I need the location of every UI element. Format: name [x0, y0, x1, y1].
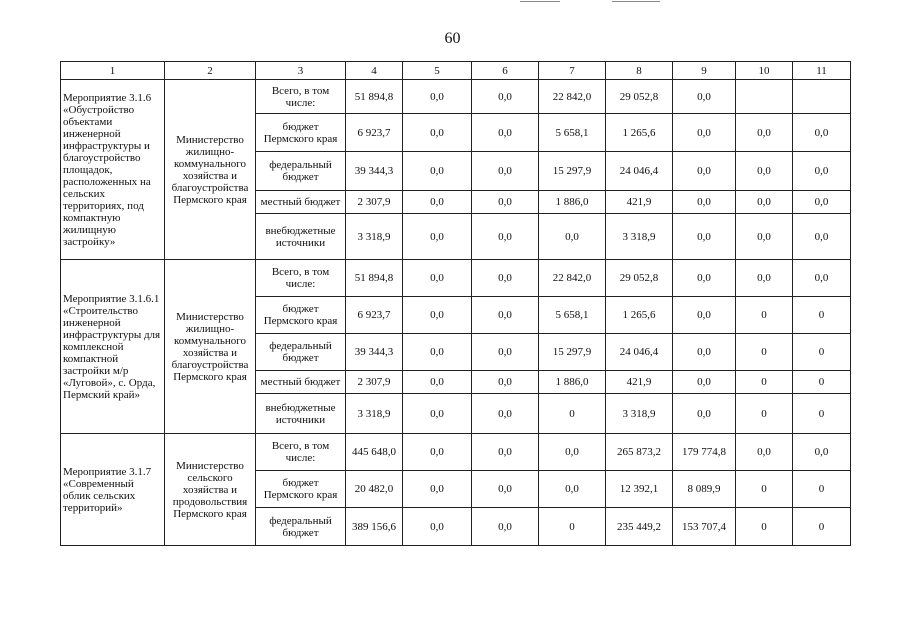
value-cell: 0,0: [472, 434, 539, 471]
value-cell: 0: [736, 371, 793, 394]
value-cell: 0,0: [673, 394, 736, 434]
funding-source: местный бюджет: [256, 371, 346, 394]
budget-table: [60, 61, 851, 546]
value-cell: 445 648,0: [346, 434, 403, 471]
value-cell: 24 046,4: [606, 334, 673, 371]
value-cell: 0,0: [736, 152, 793, 191]
value-cell: 153 707,4: [673, 508, 736, 546]
value-cell: 0,0: [403, 471, 472, 508]
value-cell: 0: [793, 371, 851, 394]
column-header: 4: [346, 62, 403, 80]
value-cell: 0,0: [673, 80, 736, 114]
scan-mark: [520, 1, 560, 2]
value-cell: 0,0: [403, 394, 472, 434]
value-cell: 0: [736, 334, 793, 371]
measure-name: Мероприятие 3.1.6 «Обустройство объектами инженерной инфраструктуры и благоустройство площадок, расположенных на сельских территориях, под компактную жилищную застройку»: [61, 80, 165, 260]
funding-source: федеральный бюджет: [256, 152, 346, 191]
value-cell: 5 658,1: [539, 114, 606, 152]
column-header: 7: [539, 62, 606, 80]
table-row: [61, 260, 851, 297]
table-row: [61, 434, 851, 471]
value-cell: 12 392,1: [606, 471, 673, 508]
column-header: 11: [793, 62, 851, 80]
column-header: 9: [673, 62, 736, 80]
value-cell: 0,0: [472, 334, 539, 371]
measure-name: Мероприятие 3.1.6.1 «Строительство инженерной инфраструктуры для комплексной компактной застройки м/р «Луговой», с. Орда, Пермский край»: [61, 260, 165, 434]
value-cell: 0,0: [793, 152, 851, 191]
value-cell: 24 046,4: [606, 152, 673, 191]
value-cell: 0: [736, 394, 793, 434]
value-cell: 1 886,0: [539, 191, 606, 214]
value-cell: 15 297,9: [539, 152, 606, 191]
header-row: [61, 62, 851, 80]
value-cell: 0,0: [472, 80, 539, 114]
funding-source: бюджет Пермского края: [256, 471, 346, 508]
value-cell: 0,0: [673, 214, 736, 260]
value-cell: 0,0: [539, 471, 606, 508]
value-cell: 51 894,8: [346, 260, 403, 297]
value-cell: 0,0: [736, 191, 793, 214]
value-cell: 0,0: [673, 114, 736, 152]
value-cell: 6 923,7: [346, 297, 403, 334]
value-cell: 0,0: [673, 191, 736, 214]
value-cell: 0,0: [472, 297, 539, 334]
value-cell: 0,0: [403, 114, 472, 152]
value-cell: 0,0: [736, 434, 793, 471]
value-cell: 0,0: [403, 297, 472, 334]
value-cell: 0,0: [472, 471, 539, 508]
value-cell: 0,0: [736, 214, 793, 260]
value-cell: 421,9: [606, 371, 673, 394]
value-cell: 5 658,1: [539, 297, 606, 334]
value-cell: 51 894,8: [346, 80, 403, 114]
value-cell: 0,0: [793, 260, 851, 297]
column-header: 2: [165, 62, 256, 80]
measure-name: Мероприятие 3.1.7 «Современный облик сельских территорий»: [61, 434, 165, 546]
value-cell: 0,0: [472, 260, 539, 297]
value-cell: 39 344,3: [346, 152, 403, 191]
value-cell: 389 156,6: [346, 508, 403, 546]
value-cell: 0: [539, 394, 606, 434]
table-row: [61, 80, 851, 114]
value-cell: 0,0: [673, 371, 736, 394]
value-cell: 3 318,9: [606, 394, 673, 434]
value-cell: 0: [793, 508, 851, 546]
funding-source: бюджет Пермского края: [256, 114, 346, 152]
funding-source: бюджет Пермского края: [256, 297, 346, 334]
value-cell: 235 449,2: [606, 508, 673, 546]
value-cell: 22 842,0: [539, 260, 606, 297]
value-cell: 0,0: [673, 334, 736, 371]
value-cell: [736, 80, 793, 114]
value-cell: 39 344,3: [346, 334, 403, 371]
value-cell: 29 052,8: [606, 80, 673, 114]
value-cell: 20 482,0: [346, 471, 403, 508]
value-cell: 0,0: [472, 371, 539, 394]
value-cell: 0,0: [673, 297, 736, 334]
value-cell: 3 318,9: [606, 214, 673, 260]
value-cell: 2 307,9: [346, 191, 403, 214]
funding-source: Всего, в том числе:: [256, 434, 346, 471]
value-cell: 0,0: [736, 114, 793, 152]
value-cell: 0: [736, 471, 793, 508]
value-cell: 0,0: [403, 434, 472, 471]
executor-name: Министерство жилищно-коммунального хозяйства и благоустройства Пермского края: [165, 260, 256, 434]
value-cell: 0,0: [472, 191, 539, 214]
funding-source: внебюджетные источники: [256, 214, 346, 260]
column-header: 8: [606, 62, 673, 80]
value-cell: 0: [539, 508, 606, 546]
value-cell: 0,0: [403, 508, 472, 546]
value-cell: 0,0: [403, 80, 472, 114]
value-cell: 3 318,9: [346, 214, 403, 260]
value-cell: 0,0: [472, 114, 539, 152]
value-cell: 0: [736, 508, 793, 546]
value-cell: 3 318,9: [346, 394, 403, 434]
value-cell: 179 774,8: [673, 434, 736, 471]
value-cell: 0,0: [539, 214, 606, 260]
value-cell: 0,0: [403, 191, 472, 214]
value-cell: 0,0: [793, 214, 851, 260]
value-cell: 0,0: [793, 191, 851, 214]
value-cell: 0: [793, 394, 851, 434]
value-cell: 0,0: [472, 508, 539, 546]
page-number: 60: [444, 30, 461, 47]
value-cell: 0,0: [403, 260, 472, 297]
value-cell: 0,0: [736, 260, 793, 297]
value-cell: 8 089,9: [673, 471, 736, 508]
value-cell: 0,0: [403, 371, 472, 394]
value-cell: 0: [793, 297, 851, 334]
executor-name: Министерство сельского хозяйства и продовольствия Пермского края: [165, 434, 256, 546]
value-cell: 1 265,6: [606, 297, 673, 334]
value-cell: 0: [736, 297, 793, 334]
funding-source: федеральный бюджет: [256, 334, 346, 371]
scan-mark: [612, 1, 660, 2]
value-cell: 6 923,7: [346, 114, 403, 152]
value-cell: 1 265,6: [606, 114, 673, 152]
value-cell: 265 873,2: [606, 434, 673, 471]
value-cell: 0,0: [472, 394, 539, 434]
value-cell: 0,0: [472, 152, 539, 191]
value-cell: 0,0: [673, 152, 736, 191]
value-cell: 0,0: [403, 152, 472, 191]
value-cell: [793, 80, 851, 114]
value-cell: 1 886,0: [539, 371, 606, 394]
funding-source: внебюджетные источники: [256, 394, 346, 434]
funding-source: Всего, в том числе:: [256, 80, 346, 114]
column-header: 6: [472, 62, 539, 80]
value-cell: 29 052,8: [606, 260, 673, 297]
value-cell: 0,0: [673, 260, 736, 297]
value-cell: 0,0: [472, 214, 539, 260]
value-cell: 0,0: [793, 114, 851, 152]
value-cell: 0: [793, 471, 851, 508]
value-cell: 15 297,9: [539, 334, 606, 371]
funding-source: Всего, в том числе:: [256, 260, 346, 297]
executor-name: Министерство жилищно-коммунального хозяйства и благоустройства Пермского края: [165, 80, 256, 260]
value-cell: 0: [793, 334, 851, 371]
value-cell: 0,0: [403, 334, 472, 371]
column-header: 10: [736, 62, 793, 80]
funding-source: местный бюджет: [256, 191, 346, 214]
funding-source: федеральный бюджет: [256, 508, 346, 546]
value-cell: 0,0: [539, 434, 606, 471]
column-header: 5: [403, 62, 472, 80]
column-header: 1: [61, 62, 165, 80]
value-cell: 421,9: [606, 191, 673, 214]
value-cell: 2 307,9: [346, 371, 403, 394]
value-cell: 0,0: [793, 434, 851, 471]
column-header: 3: [256, 62, 346, 80]
value-cell: 22 842,0: [539, 80, 606, 114]
value-cell: 0,0: [403, 214, 472, 260]
